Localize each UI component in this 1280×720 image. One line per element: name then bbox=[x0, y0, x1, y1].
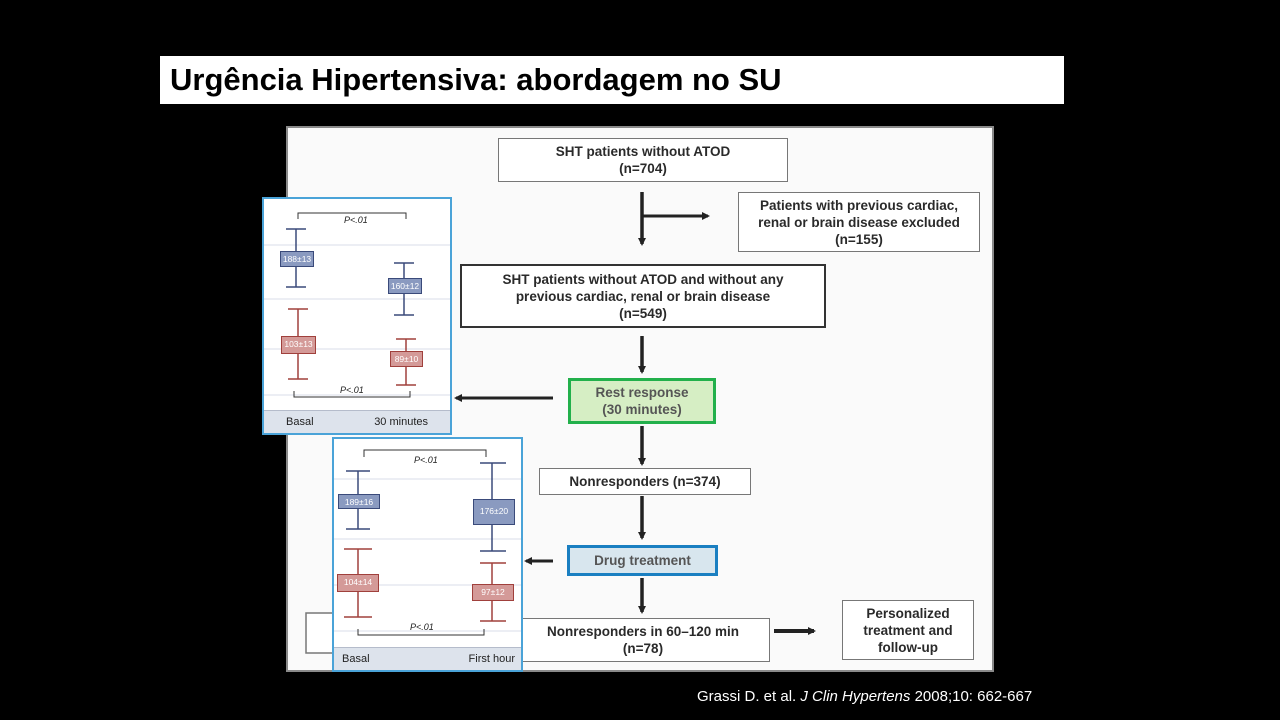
box-excluded-line2: renal or brain disease excluded bbox=[758, 214, 960, 230]
p-value-top: P<.01 bbox=[344, 215, 368, 225]
box-sht-patients-line2: (n=704) bbox=[619, 161, 667, 176]
dbp-basal-label: 103±13 bbox=[281, 336, 316, 354]
citation bbox=[697, 688, 1032, 705]
sbp-after-label: 176±20 bbox=[473, 499, 515, 525]
p-value-bottom: P<.01 bbox=[340, 385, 364, 395]
sbp-basal-label: 189±16 bbox=[338, 494, 380, 509]
dbp-after-label: 97±12 bbox=[472, 584, 514, 601]
slide-title: Urgência Hipertensiva: abordagem no SU bbox=[160, 56, 1064, 104]
box-excluded-line1: Patients with previous cardiac, bbox=[759, 197, 959, 213]
sbp-basal-label: 188±13 bbox=[280, 251, 314, 267]
box-rest-response bbox=[568, 378, 716, 424]
x-label-basal: Basal bbox=[286, 416, 314, 428]
citation-authors: Grassi D. et al. bbox=[697, 688, 801, 705]
box-rest-response-line1: Rest response bbox=[595, 385, 689, 400]
box-drug-treatment bbox=[567, 545, 718, 576]
box-rest-response-line2: (30 minutes) bbox=[602, 402, 682, 417]
box-nonresponders-line1: Nonresponders (n=374) bbox=[569, 474, 721, 489]
box-sht-patients bbox=[498, 138, 788, 182]
box-nonresponders-60-120 bbox=[516, 618, 770, 662]
inset-rest-plot bbox=[264, 199, 450, 413]
citation-journal: J Clin Hypertens bbox=[800, 688, 911, 705]
inset-drug-plot bbox=[334, 439, 521, 650]
p-value-top: P<.01 bbox=[414, 455, 438, 465]
box-nonresponders-60-120-line2: (n=78) bbox=[622, 641, 664, 656]
inset-drug-xaxis bbox=[334, 647, 521, 670]
inset-rest-response bbox=[262, 197, 452, 435]
x-label-basal: Basal bbox=[342, 653, 370, 665]
inset-rest-xaxis bbox=[264, 410, 450, 433]
citation-volume: 2008;10: 662-667 bbox=[910, 688, 1033, 705]
box-drug-treatment-line1: Drug treatment bbox=[594, 553, 691, 568]
box-nonresponders bbox=[539, 468, 751, 495]
box-sht-no-disease-line2: previous cardiac, renal or brain disease bbox=[515, 288, 771, 304]
dbp-after-label: 89±10 bbox=[390, 351, 423, 367]
box-personalized-line2: treatment and bbox=[863, 622, 953, 638]
x-label-30-minutes: 30 minutes bbox=[374, 416, 428, 428]
box-personalized bbox=[842, 600, 974, 660]
dbp-basal-label: 104±14 bbox=[337, 574, 379, 592]
box-sht-patients-line1: SHT patients without ATOD bbox=[555, 144, 731, 159]
box-sht-no-disease-line1: SHT patients without ATOD and without any bbox=[502, 271, 784, 287]
box-excluded-line3: (n=155) bbox=[835, 231, 883, 247]
box-sht-no-disease-line3: (n=549) bbox=[619, 305, 667, 321]
inset-drug-treatment bbox=[332, 437, 523, 672]
x-label-first-hour: First hour bbox=[468, 653, 515, 665]
box-excluded bbox=[738, 192, 980, 252]
box-nonresponders-60-120-line1: Nonresponders in 60–120 min bbox=[546, 624, 740, 639]
box-personalized-line3: follow-up bbox=[878, 639, 938, 655]
box-sht-no-disease bbox=[460, 264, 826, 328]
box-personalized-line1: Personalized bbox=[866, 605, 950, 621]
p-value-bottom: P<.01 bbox=[410, 622, 434, 632]
sbp-after-label: 160±12 bbox=[388, 278, 422, 294]
